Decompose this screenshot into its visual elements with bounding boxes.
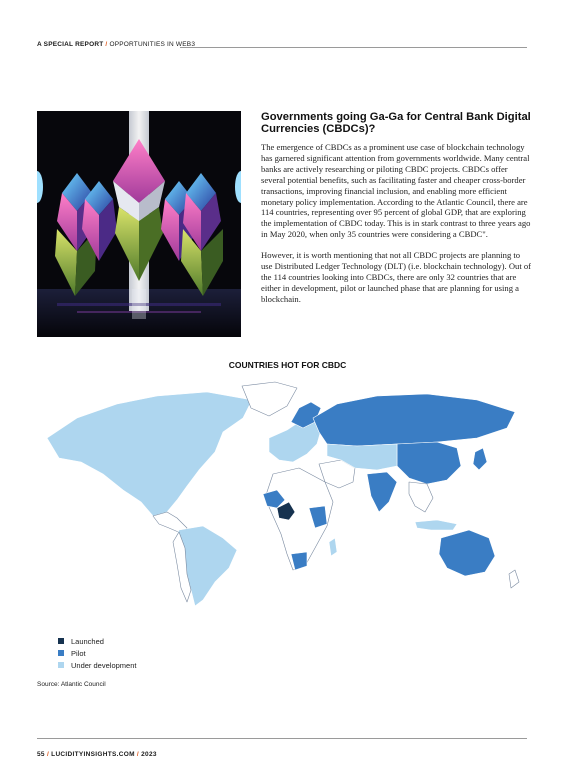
map-region-southeast-asia [409, 482, 433, 512]
map-region-north-america [47, 392, 252, 516]
legend-label: Under development [71, 660, 137, 670]
header-separator: / [105, 41, 108, 48]
map-region-madagascar [329, 538, 337, 556]
footer-site: LUCIDITYINSIGHTS.COM [51, 751, 135, 758]
footer-rule [37, 738, 527, 739]
legend-item-pilot [58, 647, 136, 659]
footer-separator: / [46, 751, 50, 758]
footer-separator: / [136, 751, 140, 758]
article-body [261, 142, 533, 315]
legend-label: Pilot [71, 648, 86, 658]
map-region-new-zealand [509, 570, 519, 588]
map-region-russia [313, 394, 515, 446]
map-source: Source: Atlantic Council [37, 681, 106, 688]
map-region-australia [439, 530, 495, 576]
header-section: A SPECIAL REPORT [37, 41, 104, 48]
map-region-europe [269, 418, 321, 462]
page-number: 55 [37, 751, 45, 758]
article-paragraph: However, it is worth mentioning that not all CBDC projects are planning to use Distributed Ledger Technology (DLT) (i.e. blockchain technology). Out of the 114 countries looking into CBDCs, there are only 32 countries that are either in development, pilot or launched phase that are planning for using a blockchain. [261, 250, 532, 304]
footer-year: 2023 [141, 751, 157, 758]
legend-item-launched [58, 635, 136, 647]
header-rule [180, 47, 527, 48]
header-topic: OPPORTUNITIES IN WEB3 [109, 41, 196, 48]
world-map-svg [37, 378, 527, 610]
map-region-indonesia [415, 520, 457, 530]
article-title: Governments going Ga-Ga for Central Bank Digital Currencies (CBDCs)? [261, 111, 531, 136]
article-paragraph: The emergence of CBDCs as a prominent use case of blockchain technology has garnered significant attention from governments worldwide. Many central banks are actively researching or piloting CBDC projects. CBDCs offer several potential benefits, such as facilitating faster and cheaper cross-border transactions, improving financial inclusion, and enabling more efficient monetary policy implementation. According to the Atlantic Council, there are 114 countries, representing over 95 percent of global GDP, that are exploring the implementation of CBDC today. This is in stark contrast to three years ago in May 2020, when only 35 countries were considering a CBDC". [261, 142, 531, 240]
map-legend [58, 635, 136, 671]
map-title: COUNTRIES HOT FOR CBDC [228, 360, 347, 370]
map-region-india [367, 472, 397, 512]
crystal-illustration [37, 111, 241, 337]
hero-image [37, 111, 241, 337]
map-region-japan [473, 448, 487, 470]
legend-swatch-launched [58, 638, 64, 644]
legend-item-under-development [58, 659, 136, 671]
page-footer [37, 751, 157, 758]
map-region-china [397, 442, 461, 484]
legend-swatch-under-development [58, 662, 64, 668]
legend-label: Launched [71, 636, 104, 646]
map-region-greenland [242, 382, 297, 416]
legend-swatch-pilot [58, 650, 64, 656]
world-map [37, 378, 527, 610]
running-header [37, 41, 195, 48]
